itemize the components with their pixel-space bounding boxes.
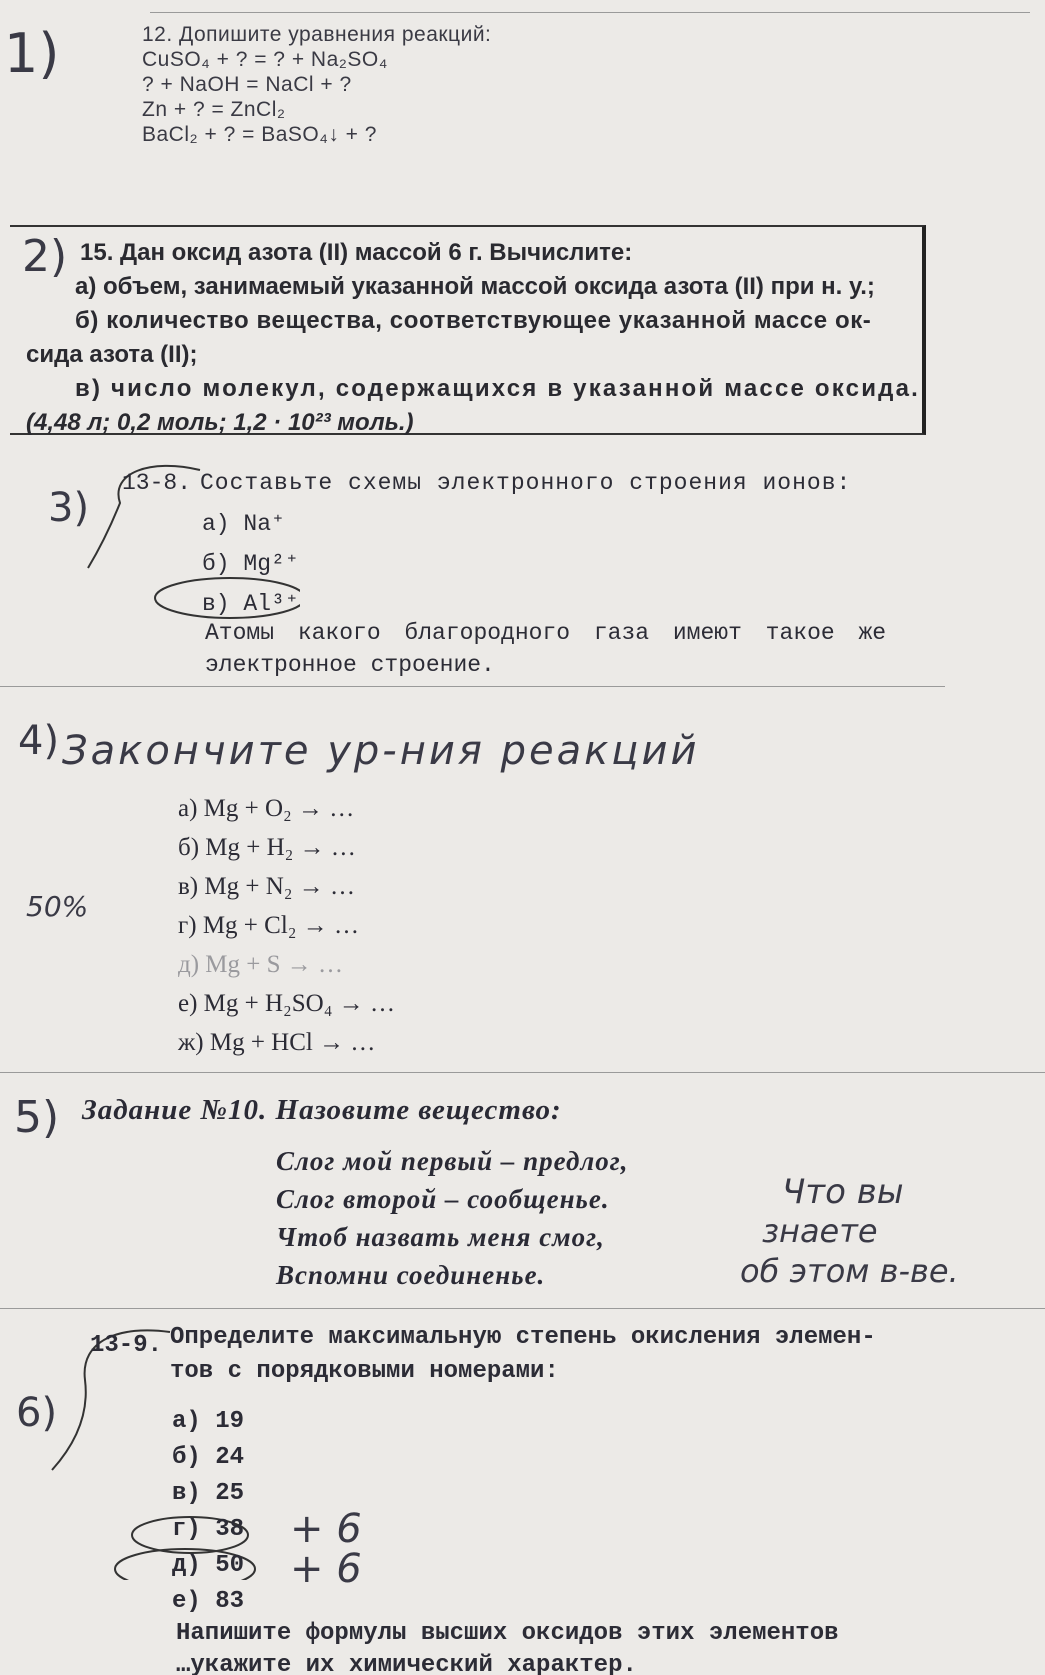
task-title: 12. Допишите уравнения реакций:	[142, 23, 492, 46]
footer-text: …укажите их химический характер.	[176, 1652, 637, 1675]
task-answer: (4,48 л; 0,2 моль; 1,2 · 10²³ моль.)	[26, 409, 414, 436]
handwritten-note: Что вы	[782, 1172, 904, 1212]
task-title: Составьте схемы электронного строения ионов:	[200, 470, 852, 496]
section-marker-5: 5)	[14, 1092, 60, 1143]
section-marker-2: 2)	[22, 231, 68, 282]
poem-line: Слог второй – сообщенье.	[276, 1184, 610, 1214]
task-title: Задание №10. Назовите вещество:	[82, 1094, 562, 1126]
divider	[0, 1308, 1045, 1309]
task-number: 13-8.	[122, 470, 192, 496]
ion-item: а) Na⁺	[202, 511, 285, 537]
poem-line: Чтоб назвать меня смог,	[276, 1222, 605, 1252]
element-item: г) 38	[172, 1516, 245, 1543]
footer-text: Напишите формулы высших оксидов этих элементов	[176, 1620, 839, 1647]
ion-item: в) Al³⁺	[202, 591, 299, 617]
equation: ? + NaOH = NaCl + ?	[142, 73, 352, 96]
divider	[150, 12, 1030, 13]
divider	[0, 686, 945, 687]
reaction-item: б) Mg + H₂ → …	[178, 834, 356, 861]
element-item: в) 25	[172, 1480, 245, 1507]
handwritten-mark: + 6	[290, 1546, 362, 1592]
percent-note: 50%	[26, 890, 89, 923]
section-marker-4: 4)	[18, 718, 60, 764]
reaction-item: г) Mg + Cl₂ → …	[178, 912, 359, 939]
element-item: д) 50	[172, 1552, 245, 1579]
element-item: б) 24	[172, 1444, 245, 1471]
equation: CuSO₄ + ? = ? + Na₂SO₄	[142, 48, 388, 71]
ion-item: б) Mg²⁺	[202, 551, 299, 577]
element-item: а) 19	[172, 1408, 245, 1435]
handwritten-title: Закончите ур-ния реакций	[62, 728, 700, 774]
question-text: электронное строение.	[205, 652, 495, 678]
reaction-item: а) Mg + O₂ → …	[178, 795, 355, 822]
question-text: Атомы какого благородного газа имеют такое же	[205, 620, 887, 646]
section-marker-1: 1)	[4, 22, 60, 85]
handwritten-note: знаете	[762, 1212, 878, 1250]
poem-line: Слог мой первый – предлог,	[276, 1146, 629, 1176]
section-1	[142, 22, 491, 147]
equation: BaCl₂ + ? = BaSO₄↓ + ?	[142, 123, 377, 146]
equation: Zn + ? = ZnCl₂	[142, 98, 286, 121]
element-item: е) 83	[172, 1588, 245, 1615]
reaction-item: в) Mg + N₂ → …	[178, 873, 355, 900]
task-title: тов с порядковыми номерами:	[170, 1358, 559, 1385]
task-title: Определите максимальную степень окисления элемен-	[170, 1324, 876, 1351]
reaction-item: е) Mg + H₂SO₄ → …	[178, 990, 395, 1017]
poem-line: Вспомни соединенье.	[276, 1260, 546, 1290]
task-item: сида азота (II);	[26, 341, 198, 368]
task-number: 13-9.	[90, 1332, 163, 1359]
section-marker-6: 6)	[16, 1390, 58, 1436]
task-item: в) число молекул, содержащихся в указанной массе оксида.	[75, 375, 921, 402]
task-item: а) объем, занимаемый указанной массой оксида азота (II) при н. у.;	[75, 273, 875, 300]
handwritten-note: об этом в-ве.	[740, 1252, 959, 1290]
task-title: 15. Дан оксид азота (II) массой 6 г. Вычислите:	[80, 239, 633, 266]
section-marker-3: 3)	[48, 485, 90, 531]
handwritten-mark: + 6	[290, 1506, 362, 1552]
reaction-item: ж) Mg + HCl → …	[178, 1029, 376, 1056]
task-item: б) количество вещества, соответствующее указанной массе ок-	[75, 307, 872, 334]
divider	[0, 1072, 1045, 1073]
reaction-item: д) Mg + S → …	[178, 951, 344, 978]
